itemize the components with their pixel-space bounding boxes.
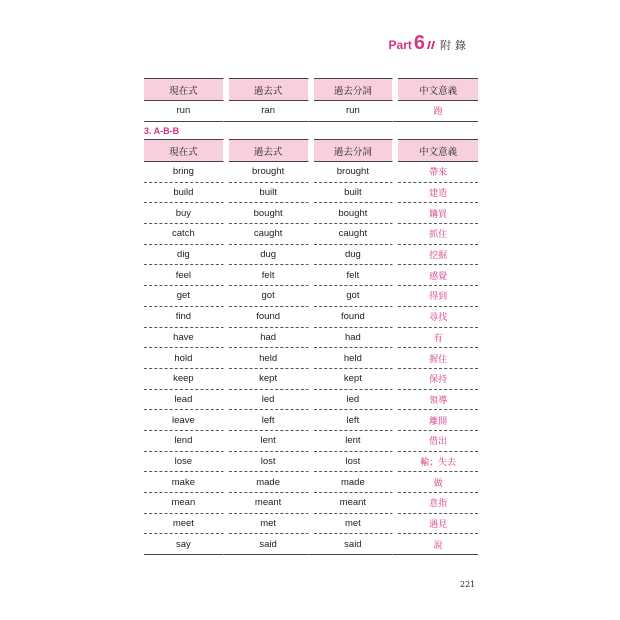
verb-form-cell: find xyxy=(144,307,224,328)
table-row xyxy=(144,162,478,183)
verb-form-cell: leave xyxy=(144,410,224,431)
verb-form-cell: have xyxy=(144,328,224,349)
verb-form-cell: made xyxy=(314,472,394,493)
meaning-cell: 挖掘 xyxy=(398,245,478,266)
verb-form-cell: meant xyxy=(314,493,394,514)
verb-form-cell: lead xyxy=(144,390,224,411)
meaning-cell: 做 xyxy=(398,472,478,493)
verb-form-cell: said xyxy=(314,534,394,555)
verb-form-cell: dug xyxy=(314,245,394,266)
page-header xyxy=(388,32,470,54)
table-row xyxy=(144,286,478,307)
verb-form-cell: got xyxy=(314,286,394,307)
part-number: 6 xyxy=(413,32,425,54)
verb-form-cell: make xyxy=(144,472,224,493)
table-row xyxy=(144,452,478,473)
table-row xyxy=(144,431,478,452)
verb-form-cell: lose xyxy=(144,452,224,473)
verb-form-cell: led xyxy=(314,390,394,411)
verb-form-cell: brought xyxy=(229,162,309,183)
table-row xyxy=(144,493,478,514)
meaning-cell: 握住 xyxy=(398,348,478,369)
verb-form-cell: said xyxy=(229,534,309,555)
verb-form-cell: left xyxy=(314,410,394,431)
verb-form-cell: kept xyxy=(314,369,394,390)
verb-table-top xyxy=(144,78,478,122)
table-header-row xyxy=(144,78,478,101)
verb-form-cell: buy xyxy=(144,203,224,224)
verb-form-cell: keep xyxy=(144,369,224,390)
section-title: 3. A-B-B xyxy=(144,126,180,136)
column-header: 中文意義 xyxy=(398,139,478,162)
verb-form-cell: caught xyxy=(314,224,394,245)
column-header: 過去式 xyxy=(229,78,309,101)
part-label: Part xyxy=(388,38,412,52)
verb-form-cell: feel xyxy=(144,265,224,286)
verb-form-cell: mean xyxy=(144,493,224,514)
verb-form-cell: lent xyxy=(314,431,394,452)
verb-form-cell: built xyxy=(314,183,394,204)
column-header: 過去分詞 xyxy=(314,139,394,162)
table-row xyxy=(144,265,478,286)
meaning-cell: 保持 xyxy=(398,369,478,390)
table-row xyxy=(144,348,478,369)
meaning-cell: 領導 xyxy=(398,390,478,411)
meaning-cell: 得到 xyxy=(398,286,478,307)
table-row xyxy=(144,224,478,245)
verb-form-cell: built xyxy=(229,183,309,204)
table-row xyxy=(144,183,478,204)
verb-form-cell: kept xyxy=(229,369,309,390)
column-header: 過去式 xyxy=(229,139,309,162)
verb-form-cell: ran xyxy=(229,101,309,122)
column-header: 現在式 xyxy=(144,139,224,162)
page-number: 221 xyxy=(460,580,476,589)
verb-form-cell: run xyxy=(144,101,224,122)
verb-form-cell: left xyxy=(229,410,309,431)
verb-form-cell: brought xyxy=(314,162,394,183)
meaning-cell: 意指 xyxy=(398,493,478,514)
table-row xyxy=(144,514,478,535)
table-row xyxy=(144,410,478,431)
meaning-cell: 離開 xyxy=(398,410,478,431)
verb-form-cell: felt xyxy=(229,265,309,286)
table-row xyxy=(144,203,478,224)
meaning-cell: 說 xyxy=(398,534,478,555)
verb-form-cell: lend xyxy=(144,431,224,452)
verb-table-abb xyxy=(144,139,478,555)
verb-form-cell: meant xyxy=(229,493,309,514)
meaning-cell: 遇見 xyxy=(398,514,478,535)
column-header: 過去分詞 xyxy=(314,78,394,101)
verb-form-cell: made xyxy=(229,472,309,493)
meaning-cell: 借出 xyxy=(398,431,478,452)
verb-form-cell: build xyxy=(144,183,224,204)
verb-form-cell: lost xyxy=(229,452,309,473)
verb-form-cell: got xyxy=(229,286,309,307)
table-row xyxy=(144,245,478,266)
verb-form-cell: catch xyxy=(144,224,224,245)
verb-form-cell: bring xyxy=(144,162,224,183)
verb-form-cell: met xyxy=(314,514,394,535)
verb-form-cell: get xyxy=(144,286,224,307)
verb-form-cell: lent xyxy=(229,431,309,452)
verb-form-cell: found xyxy=(314,307,394,328)
appendix-label: 附錄 xyxy=(440,40,470,52)
verb-form-cell: hold xyxy=(144,348,224,369)
table-row xyxy=(144,101,478,122)
meaning-cell: 建造 xyxy=(398,183,478,204)
verb-form-cell: felt xyxy=(314,265,394,286)
table-row xyxy=(144,534,478,555)
meaning-cell: 購買 xyxy=(398,203,478,224)
table-row xyxy=(144,307,478,328)
verb-form-cell: found xyxy=(229,307,309,328)
verb-form-cell: dug xyxy=(229,245,309,266)
verb-form-cell: led xyxy=(229,390,309,411)
table-row xyxy=(144,328,478,349)
table-header-row xyxy=(144,139,478,162)
verb-form-cell: had xyxy=(314,328,394,349)
meaning-cell: 抓住 xyxy=(398,224,478,245)
table-row xyxy=(144,390,478,411)
verb-form-cell: meet xyxy=(144,514,224,535)
verb-form-cell: bought xyxy=(229,203,309,224)
verb-form-cell: say xyxy=(144,534,224,555)
table-row xyxy=(144,369,478,390)
meaning-cell: 帶來 xyxy=(398,162,478,183)
verb-form-cell: run xyxy=(314,101,394,122)
meaning-cell: 跑 xyxy=(398,101,478,122)
verb-form-cell: caught xyxy=(229,224,309,245)
part-bars-icon xyxy=(427,41,435,49)
verb-form-cell: held xyxy=(229,348,309,369)
verb-form-cell: held xyxy=(314,348,394,369)
verb-form-cell: bought xyxy=(314,203,394,224)
verb-form-cell: lost xyxy=(314,452,394,473)
verb-form-cell: met xyxy=(229,514,309,535)
meaning-cell: 輸；失去 xyxy=(398,452,478,473)
meaning-cell: 感覺 xyxy=(398,265,478,286)
verb-form-cell: dig xyxy=(144,245,224,266)
column-header: 中文意義 xyxy=(398,78,478,101)
table-row xyxy=(144,472,478,493)
verb-form-cell: had xyxy=(229,328,309,349)
meaning-cell: 有 xyxy=(398,328,478,349)
meaning-cell: 尋找 xyxy=(398,307,478,328)
column-header: 現在式 xyxy=(144,78,224,101)
